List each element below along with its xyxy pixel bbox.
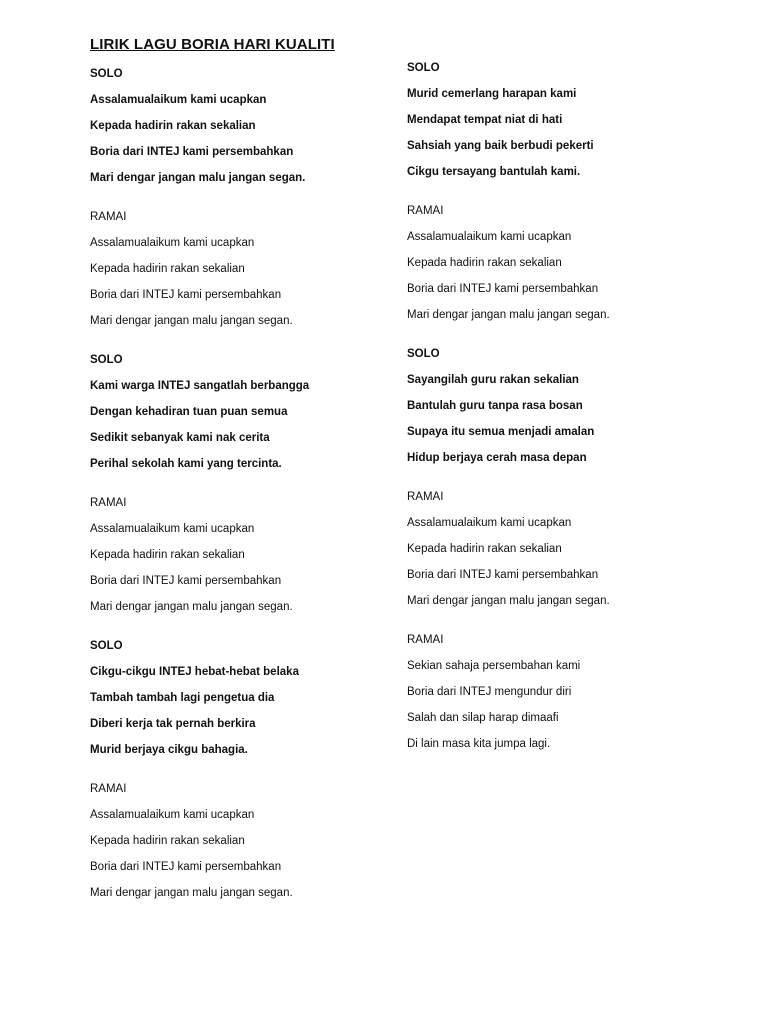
lyric-line: Boria dari INTEJ kami persembahkan [90,289,282,301]
stanza-label: SOLO [90,640,123,652]
lyric-line: Kepada hadirin rakan sekalian [90,263,245,275]
lyric-line: Kepada hadirin rakan sekalian [407,257,562,269]
lyric-line: Murid cemerlang harapan kami [407,88,577,100]
lyric-line: Bantulah guru tanpa rasa bosan [407,400,583,412]
lyric-line: Assalamualaikum kami ucapkan [90,237,255,249]
lyric-line: Cikgu tersayang bantulah kami. [407,166,581,178]
lyric-line: Perihal sekolah kami yang tercinta. [90,458,282,470]
lyric-line: Kepada hadirin rakan sekalian [90,549,245,561]
lyric-line: Boria dari INTEJ mengundur diri [407,686,572,698]
lyric-line: Sahsiah yang baik berbudi pekerti [407,140,594,152]
lyric-line: Murid berjaya cikgu bahagia. [90,744,248,756]
lyric-line: Boria dari INTEJ kami persembahkan [90,861,282,873]
stanza [407,347,747,465]
stanza-label: SOLO [90,354,123,366]
page-title: LIRIK LAGU BORIA HARI KUALITI [90,36,335,53]
lyric-line: Salah dan silap harap dimaafi [407,712,559,724]
lyric-line: Kepada hadirin rakan sekalian [407,543,562,555]
lyric-line: Assalamualaikum kami ucapkan [407,231,572,243]
lyric-line: Boria dari INTEJ kami persembahkan [90,575,282,587]
lyric-line: Tambah tambah lagi pengetua dia [90,692,275,704]
lyric-line: Sekian sahaja persembahan kami [407,660,581,672]
stanza-label: RAMAI [90,783,127,795]
lyric-line: Boria dari INTEJ kami persembahkan [407,283,599,295]
lyric-line: Assalamualaikum kami ucapkan [90,523,255,535]
lyric-line: Dengan kehadiran tuan puan semua [90,406,288,418]
stanza [90,639,430,757]
lyric-line: Hidup berjaya cerah masa depan [407,452,587,464]
lyric-line: Mari dengar jangan malu jangan segan. [90,315,293,327]
lyric-line: Sayangilah guru rakan sekalian [407,374,579,386]
stanza [90,782,430,900]
lyric-line: Assalamualaikum kami ucapkan [90,94,267,106]
stanza [407,61,747,179]
lyric-line: Kepada hadirin rakan sekalian [90,835,245,847]
lyric-line: Cikgu-cikgu INTEJ hebat-hebat belaka [90,666,299,678]
stanza [407,204,747,322]
stanza [90,353,430,471]
lyric-line: Supaya itu semua menjadi amalan [407,426,595,438]
lyric-line: Diberi kerja tak pernah berkira [90,718,256,730]
lyric-line: Sedikit sebanyak kami nak cerita [90,432,270,444]
stanza [90,210,430,328]
lyric-line: Mari dengar jangan malu jangan segan. [90,601,293,613]
lyric-line: Assalamualaikum kami ucapkan [407,517,572,529]
stanza-label: RAMAI [407,634,444,646]
stanza [407,633,747,751]
lyric-line: Kepada hadirin rakan sekalian [90,120,256,132]
left-column [90,67,430,925]
stanza-label: SOLO [407,348,440,360]
lyric-line: Assalamualaikum kami ucapkan [90,809,255,821]
lyric-line: Mari dengar jangan malu jangan segan. [407,309,610,321]
stanza [407,490,747,608]
lyric-line: Mari dengar jangan malu jangan segan. [90,887,293,899]
right-column [407,61,747,776]
lyric-line: Mendapat tempat niat di hati [407,114,563,126]
stanza-label: RAMAI [407,205,444,217]
stanza [90,496,430,614]
stanza [90,67,430,185]
stanza-label: SOLO [407,62,440,74]
lyric-line: Di lain masa kita jumpa lagi. [407,738,551,750]
stanza-label: SOLO [90,68,123,80]
lyric-line: Boria dari INTEJ kami persembahkan [90,146,294,158]
stanza-label: RAMAI [90,211,127,223]
lyric-line: Boria dari INTEJ kami persembahkan [407,569,599,581]
lyric-line: Mari dengar jangan malu jangan segan. [407,595,610,607]
lyric-line: Mari dengar jangan malu jangan segan. [90,172,306,184]
stanza-label: RAMAI [90,497,127,509]
stanza-label: RAMAI [407,491,444,503]
lyric-line: Kami warga INTEJ sangatlah berbangga [90,380,310,392]
